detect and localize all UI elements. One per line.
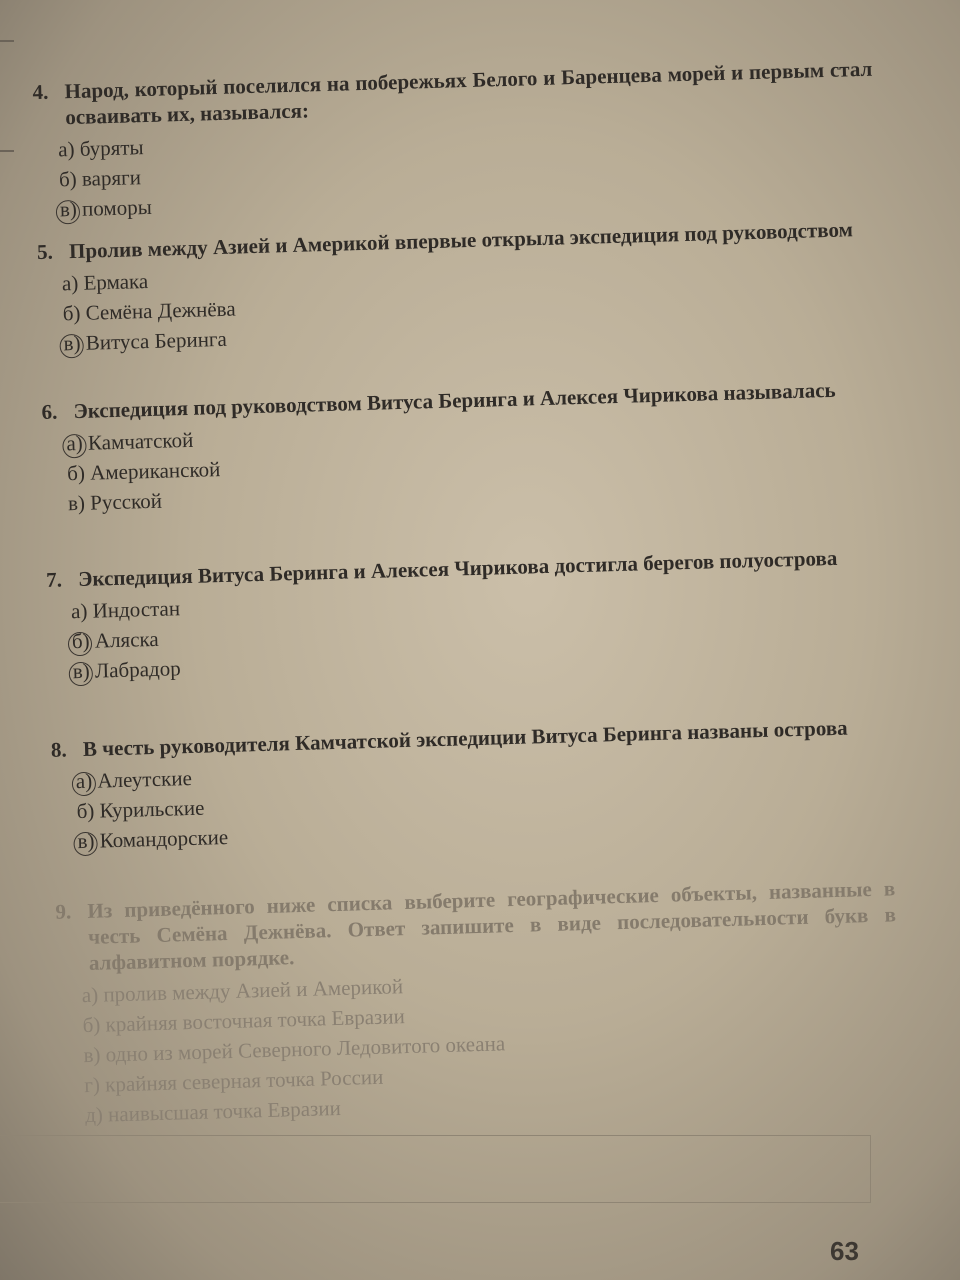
- question-4: [32, 56, 876, 225]
- question-number: 4.: [32, 79, 49, 105]
- option-a[interactable]: а) пролив между Азией и Америкой: [81, 974, 404, 1008]
- option-d[interactable]: г) крайняя северная точка России: [83, 1064, 384, 1098]
- option-c[interactable]: в) Русской: [67, 488, 163, 516]
- question-text: Экспедиция Витуса Беринга и Алексея Чирикова достигла берегов полуострова: [77, 545, 838, 592]
- option-a-marked[interactable]: а) Алеутские: [75, 743, 892, 796]
- option-c-selected[interactable]: в) Витуса Беринга: [63, 306, 880, 359]
- option-b[interactable]: б) варяги: [58, 165, 142, 192]
- option-a[interactable]: а) Ермака: [61, 268, 149, 296]
- option-a[interactable]: а) Индостан: [70, 596, 181, 624]
- question-text: В честь руководителя Камчатской экспедиции Витуса Беринга названы острова: [82, 715, 848, 761]
- option-b[interactable]: б) крайняя восточная точка Евразии: [82, 1004, 406, 1038]
- question-text: Экспедиция под руководством Витуса Беринга и Алексея Чирикова называлась: [73, 377, 836, 424]
- question-6: [41, 376, 884, 519]
- question-number: 5.: [36, 239, 54, 265]
- option-a[interactable]: а) буряты: [57, 135, 144, 162]
- answer-box[interactable]: [0, 1135, 871, 1203]
- option-c-selected[interactable]: в) поморы: [59, 172, 876, 225]
- question-9: [55, 875, 901, 1130]
- question-number: 6.: [41, 399, 58, 424]
- page-number: 63: [830, 1236, 859, 1266]
- option-c[interactable]: в) одно из морей Северного Ледовитого океана: [83, 1031, 506, 1068]
- question-8: [51, 713, 894, 856]
- question-5: [37, 216, 880, 359]
- question-number: 7.: [45, 567, 63, 592]
- option-c-selected[interactable]: в) Командорские: [77, 803, 894, 856]
- option-b[interactable]: б) Американской: [66, 457, 221, 486]
- question-text: Народ, который поселился на побережьях Белого и Баренцева морей и первым стал осваивать их, назывался:: [64, 56, 873, 130]
- option-a-selected[interactable]: а) Камчатской: [66, 406, 883, 459]
- question-number: 9.: [55, 899, 72, 924]
- option-b[interactable]: б) Семёна Дежнёва: [62, 296, 236, 326]
- option-b-selected[interactable]: б) Аляска: [72, 603, 889, 656]
- option-e[interactable]: д) наивысшая точка Евразии: [84, 1095, 342, 1128]
- option-c-crossed[interactable]: в) Лабрадор: [72, 633, 889, 686]
- question-7: [46, 543, 889, 686]
- question-text: Пролив между Азией и Америкой впервые открыла экспедиция под руководством: [68, 217, 854, 264]
- question-text: Из приведённого ниже списка выберите географические объекты, названные в честь Семёна Дежнёва. Ответ запишите в виде последовательности букв в алфавитном порядке.: [87, 876, 897, 975]
- option-b[interactable]: б) Курильские: [76, 795, 205, 824]
- question-number: 8.: [50, 737, 68, 762]
